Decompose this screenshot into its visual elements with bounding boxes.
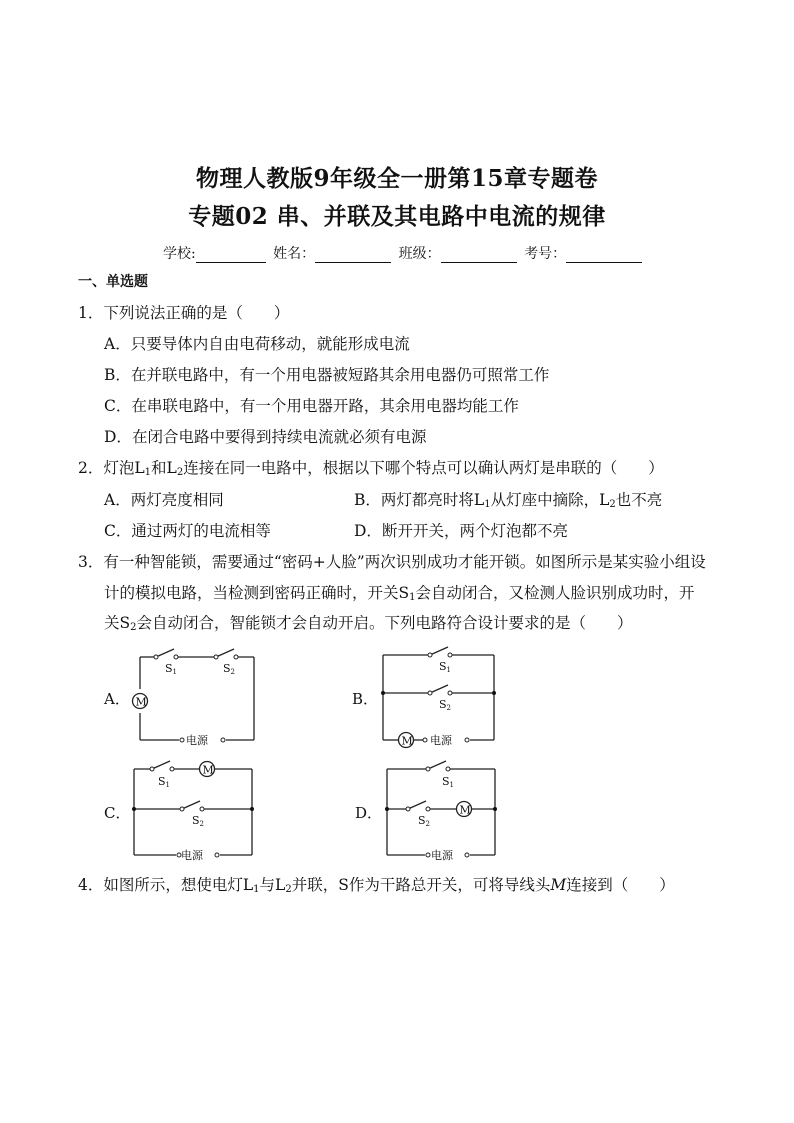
stem-text: 并联，S作为干路总开关，可将导线头 xyxy=(291,876,551,894)
option-text: 断开开关，两个灯泡都不亮 xyxy=(381,522,568,540)
switch-s1-label: S1 xyxy=(442,775,455,789)
q1-option-a[interactable] xyxy=(104,334,410,354)
option-text: 两灯都亮时将L xyxy=(380,491,485,509)
option-letter: D． xyxy=(354,522,382,540)
class-label: 班级： xyxy=(398,246,441,262)
stem-text: 有一种智能锁，需要通过“密码+人脸”两次识别成功才能开锁。如图所示是某实验小组设 xyxy=(103,553,706,571)
question-number: 4． xyxy=(78,876,104,894)
name-blank[interactable] xyxy=(315,248,391,263)
option-letter: B． xyxy=(104,366,131,384)
stem-text: 连接到（ ） xyxy=(566,876,675,894)
switch-s2-label: S2 xyxy=(439,698,452,712)
exam-no-label: 考号： xyxy=(524,246,567,262)
q1-option-b[interactable] xyxy=(104,365,549,385)
q1-option-c[interactable] xyxy=(104,396,519,416)
document-subtitle: 专题02 串、并联及其电路中电流的规律 xyxy=(188,203,606,230)
q2-option-d[interactable] xyxy=(354,521,568,541)
question-number: 2． xyxy=(78,459,104,477)
option-letter: A． xyxy=(104,491,131,509)
question-number: 1． xyxy=(78,304,104,322)
stem-italic-variable: M xyxy=(550,876,567,894)
circuit-diagram-d xyxy=(378,757,508,863)
subscript: 1 xyxy=(409,592,416,603)
school-label: 学校: xyxy=(163,246,196,262)
circuit-diagram-a xyxy=(126,645,266,750)
q2-option-a[interactable] xyxy=(104,490,224,510)
q2-option-b[interactable] xyxy=(354,490,662,515)
diagram-option-d-label[interactable]: D． xyxy=(355,804,383,822)
stem-text: 连接在同一电路中，根据以下哪个特点可以确认两灯是串联的（ ） xyxy=(183,459,664,477)
option-text: 两灯亮度相同 xyxy=(130,491,224,509)
stem-text: 如图所示，想使电灯L xyxy=(103,876,254,894)
option-text: 从灯座中摘除，L xyxy=(490,491,610,509)
stem-text: 会自动闭合，智能锁才会自动开启。下列电路符合设计要求的是（ ） xyxy=(136,614,633,632)
subscript: 2 xyxy=(609,499,616,510)
option-text: 在并联电路中，有一个用电器被短路其余用电器仍可照常工作 xyxy=(130,366,550,384)
stem-text: 和L xyxy=(151,459,177,477)
subscript: 1 xyxy=(253,884,260,895)
name-label: 姓名： xyxy=(273,246,316,262)
question-number: 3． xyxy=(78,553,104,571)
subscript: 2 xyxy=(130,622,137,633)
option-letter: C． xyxy=(104,397,132,415)
question-3 xyxy=(78,552,706,572)
subscript: 1 xyxy=(484,499,491,510)
question-3-line-2 xyxy=(104,583,695,608)
switch-s1-label: S1 xyxy=(158,775,171,789)
student-info-line xyxy=(163,243,645,263)
switch-s2-label: S2 xyxy=(223,662,236,676)
option-text: 只要导体内自由电荷移动，就能形成电流 xyxy=(130,335,410,353)
class-blank[interactable] xyxy=(441,248,517,263)
option-letter: B． xyxy=(354,491,381,509)
question-1 xyxy=(78,303,289,323)
subscript: 2 xyxy=(285,884,292,895)
option-text: 在串联电路中，有一个用电器开路，其余用电器均能工作 xyxy=(131,397,519,415)
option-text: 也不亮 xyxy=(615,491,663,509)
subscript: 2 xyxy=(176,467,184,478)
exam-no-blank[interactable] xyxy=(566,248,642,263)
motor-label: M xyxy=(202,763,214,777)
section-heading: 一、单选题 xyxy=(78,274,148,290)
option-letter: C． xyxy=(104,522,132,540)
motor-label: M xyxy=(459,803,471,817)
power-source-label: 电源 xyxy=(431,849,453,862)
stem-text: 与L xyxy=(259,876,286,894)
school-blank[interactable] xyxy=(196,248,266,263)
document-title: 物理人教版9年级全一册第15章专题卷 xyxy=(195,165,598,192)
motor-label: M xyxy=(135,695,147,709)
subscript: 1 xyxy=(144,467,152,478)
stem-text: 会自动闭合，又检测人脸识别成功时，开 xyxy=(415,584,695,602)
power-source-label: 电源 xyxy=(430,734,452,747)
circuit-diagram-b xyxy=(375,645,505,750)
switch-s2-label: S2 xyxy=(418,814,431,828)
diagram-option-a-label[interactable]: A． xyxy=(104,690,130,708)
switch-s1-label: S1 xyxy=(165,662,178,676)
question-stem: 下列说法正确的是（ ） xyxy=(103,304,290,322)
power-source-label: 电源 xyxy=(181,849,203,862)
q1-option-d[interactable] xyxy=(104,427,426,447)
option-letter: A． xyxy=(104,335,131,353)
diagram-option-b-label[interactable]: B． xyxy=(352,690,379,708)
option-text: 在闭合电路中要得到持续电流就必须有电源 xyxy=(131,428,427,446)
question-3-line-3 xyxy=(104,613,633,638)
circuit-diagram-c xyxy=(126,757,266,863)
diagram-option-c-label[interactable]: C． xyxy=(104,804,131,822)
power-source-label: 电源 xyxy=(186,734,208,747)
question-4 xyxy=(78,875,675,900)
stem-text: 灯泡L xyxy=(103,459,145,477)
q2-option-c[interactable] xyxy=(104,521,271,541)
option-text: 通过两灯的电流相等 xyxy=(131,522,271,540)
motor-label: M xyxy=(401,734,413,748)
stem-text: 计的模拟电路，当检测到密码正确时，开关S xyxy=(104,584,410,602)
option-letter: D． xyxy=(104,428,132,446)
switch-s2-label: S2 xyxy=(192,814,205,828)
question-2 xyxy=(78,458,664,483)
switch-s1-label: S1 xyxy=(439,660,452,674)
stem-text: 关S xyxy=(104,614,131,632)
